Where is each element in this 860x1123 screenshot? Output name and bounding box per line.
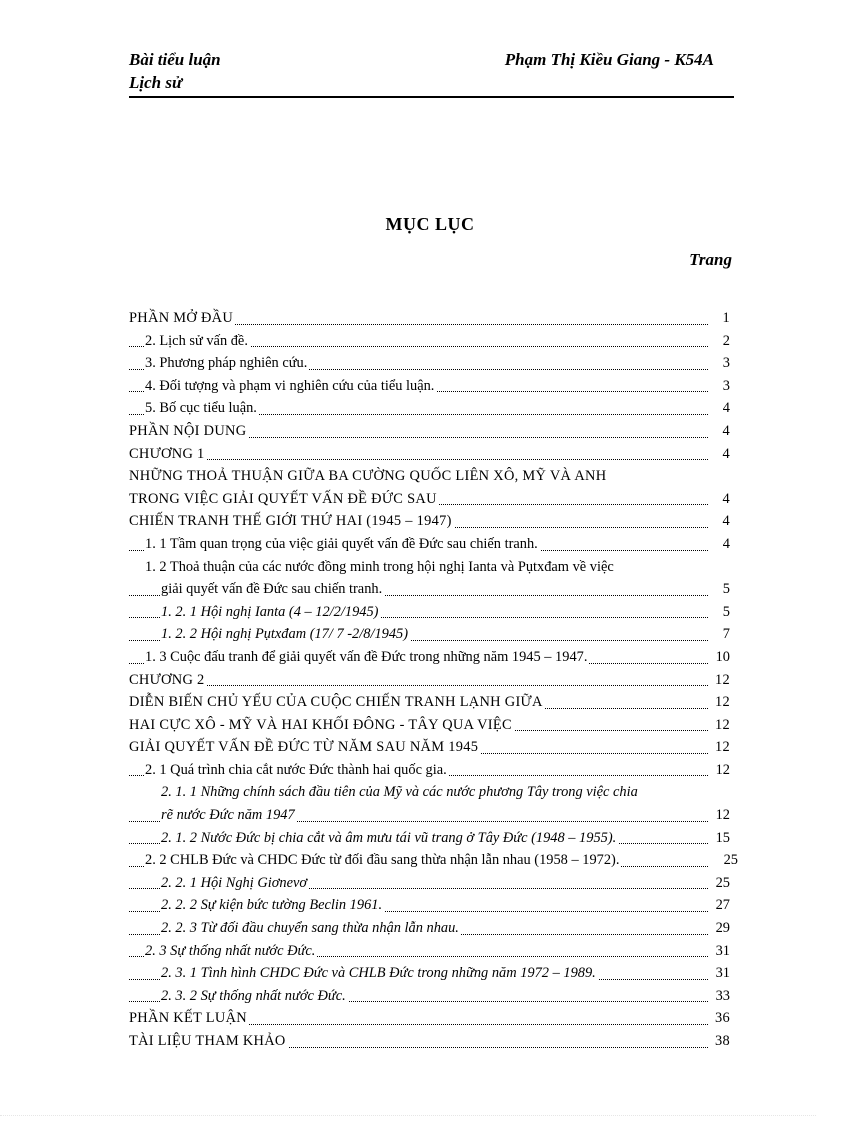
toc-entry-title: DIỄN BIẾN CHỦ YẾU CỦA CUỘC CHIẾN TRANH LẠNH GIỮA <box>129 694 543 711</box>
toc-entry <box>129 894 730 917</box>
toc-entry-title: TRONG VIỆC GIẢI QUYẾT VẤN ĐỀ ĐỨC SAU <box>129 490 437 507</box>
toc-entry-page-number: 31 <box>714 940 730 963</box>
toc-entry-title: 1. 2. 1 Hội nghị Ianta (4 – 12/2/1945) <box>161 603 379 620</box>
toc-entry-title: GIẢI QUYẾT VẤN ĐỀ ĐỨC TỪ NĂM SAU NĂM 1945 <box>129 739 479 756</box>
toc-entry-title: 2. 3 Sự thống nhất nước Đức. <box>145 942 316 959</box>
header-author: Phạm Thị Kiều Giang - K54A <box>504 50 714 69</box>
header-essay-label: Bài tiểu luận <box>129 50 221 69</box>
toc-entry-page-number: 12 <box>713 669 730 692</box>
toc-entry-page-number: 4 <box>721 488 731 511</box>
toc-entry-title: CHƯƠNG 1 <box>129 445 205 462</box>
toc-entry <box>129 962 730 985</box>
toc-entry <box>129 623 730 646</box>
page-title: MỤC LỤC <box>385 214 475 234</box>
toc-entry-title: 2. Lịch sử vấn đề. <box>145 332 248 349</box>
toc-entry-page-number: 4 <box>721 443 731 466</box>
toc-entry-title: PHẦN KẾT LUẬN <box>129 1010 247 1027</box>
toc-entry <box>129 578 730 601</box>
toc-entry-title: 5. Bố cục tiểu luận. <box>145 400 257 417</box>
toc-entry <box>129 1007 730 1030</box>
header-subject-label: Lịch sử <box>129 73 183 92</box>
toc-entry-title: 1. 2. 2 Hội nghị Pụtxđam (17/ 7 -2/8/1945) <box>161 626 409 643</box>
toc-entry-page-number: 3 <box>721 352 730 375</box>
toc-entry-page-number: 2 <box>721 330 730 353</box>
toc-entry <box>129 849 738 872</box>
toc-entry-title: giải quyết vấn đề Đức sau chiến tranh. <box>161 581 383 598</box>
toc-entry <box>129 691 730 714</box>
toc-entry-page-number: 5 <box>721 578 730 601</box>
toc-entry <box>129 1030 730 1053</box>
toc-entry <box>129 985 730 1008</box>
toc-entry-page-number: 5 <box>721 601 730 624</box>
toc-entry <box>129 827 730 850</box>
toc-entry <box>129 940 730 963</box>
toc-entry-title: CHƯƠNG 2 <box>129 671 205 688</box>
toc-entry-page-number: 33 <box>714 985 730 1008</box>
toc-entry-title: 2. 2. 2 Sự kiện bức tường Beclin 1961. <box>161 897 383 914</box>
toc-entry-title: PHẦN NỘI DUNG <box>129 422 247 439</box>
toc-entry <box>129 669 730 692</box>
toc-entry <box>129 759 730 782</box>
toc-entry-page-number: 25 <box>722 849 738 872</box>
toc-entry <box>129 736 730 759</box>
toc-entry-page-number: 12 <box>713 736 730 759</box>
toc-entry-title: 2. 2 CHLB Đức và CHDC Đức từ đối đầu sang thừa nhận lẫn nhau (1958 – 1972). <box>145 852 620 869</box>
toc-entry-page-number: 10 <box>714 646 730 669</box>
toc-entry-title: 4. Đối tượng và phạm vi nghiên cứu của tiểu luận. <box>145 377 435 394</box>
toc-entry-page-number: 15 <box>714 827 730 850</box>
toc-entry-title: 1. 2 Thoả thuận của các nước đồng minh trong hội nghị Ianta và Pụtxđam về việc <box>145 558 614 575</box>
toc-entry-page-number: 12 <box>713 714 730 737</box>
toc-entry-page-number: 27 <box>714 894 730 917</box>
toc-entry <box>129 556 730 579</box>
toc-entry-page-number: 29 <box>714 917 730 940</box>
toc-entry <box>129 375 730 398</box>
toc-entry <box>129 488 730 511</box>
toc-entry <box>129 397 730 420</box>
dot-leader <box>129 459 708 460</box>
toc-entry-page-number: 12 <box>713 691 730 714</box>
toc-entry-page-number: 38 <box>713 1030 730 1053</box>
page-column-label: Trang <box>689 250 732 269</box>
toc-entry <box>129 781 730 804</box>
toc-entry-title: 3. Phương pháp nghiên cứu. <box>145 355 308 372</box>
toc-entry-page-number: 4 <box>721 420 731 443</box>
toc-entry-title: HAI CỰC XÔ - MỸ VÀ HAI KHỐI ĐÔNG - TÂY QUA VIỆC <box>129 716 512 733</box>
toc-entry-title: 2. 3. 2 Sự thống nhất nước Đức. <box>161 987 346 1004</box>
toc-entry-title: NHỮNG THOẢ THUẬN GIỮA BA CƯỜNG QUỐC LIÊN XÔ, MỸ VÀ ANH <box>129 468 607 485</box>
toc-entry <box>129 917 730 940</box>
toc-entry-page-number: 31 <box>714 962 730 985</box>
toc-entry <box>129 465 730 488</box>
toc-entry-page-number: 7 <box>721 623 730 646</box>
table-of-contents <box>129 307 738 1053</box>
toc-entry-title: CHIẾN TRANH THẾ GIỚI THỨ HAI (1945 – 1947) <box>129 513 452 530</box>
toc-entry-title: 1. 3 Cuộc đấu tranh để giải quyết vấn đề Đức trong những năm 1945 – 1947. <box>145 648 588 665</box>
toc-entry-title: 2. 1. 1 Những chính sách đầu tiên của Mỹ và các nước phương Tây trong việc chia <box>161 784 638 801</box>
toc-entry <box>129 804 730 827</box>
toc-entry-title: 2. 3. 1 Tình hình CHDC Đức và CHLB Đức trong những năm 1972 – 1989. <box>161 965 596 982</box>
toc-entry-title: 2. 1 Quá trình chia cắt nước Đức thành hai quốc gia. <box>145 761 447 778</box>
toc-entry-title: 2. 1. 2 Nước Đức bị chia cắt và âm mưu tái vũ trang ở Tây Đức (1948 – 1955). <box>161 829 617 846</box>
toc-entry <box>129 872 730 895</box>
toc-entry-page-number: 4 <box>721 533 730 556</box>
toc-entry-page-number: 36 <box>713 1007 730 1030</box>
toc-entry-title: rẽ nước Đức năm 1947 <box>161 807 295 824</box>
toc-entry-page-number: 4 <box>721 397 730 420</box>
toc-entry <box>129 533 730 556</box>
toc-entry <box>129 307 730 330</box>
toc-entry <box>129 510 730 533</box>
header-divider <box>129 96 734 98</box>
toc-entry-page-number: 1 <box>721 307 731 330</box>
toc-entry <box>129 352 730 375</box>
page-bottom-divider <box>0 1115 816 1116</box>
toc-entry <box>129 714 730 737</box>
toc-entry-page-number: 12 <box>714 759 730 782</box>
toc-entry-page-number: 12 <box>714 804 730 827</box>
toc-entry-title: PHẦN MỞ ĐẦU <box>129 310 234 326</box>
dot-leader <box>129 685 708 686</box>
toc-entry-title: 1. 1 Tầm quan trọng của việc giải quyết vấn đề Đức sau chiến tranh. <box>145 535 538 552</box>
toc-entry-title: 2. 2. 3 Từ đối đầu chuyển sang thừa nhận lẫn nhau. <box>161 920 459 937</box>
toc-entry <box>129 420 730 443</box>
toc-entry <box>129 443 730 466</box>
toc-entry-page-number: 4 <box>721 510 731 533</box>
toc-entry-page-number: 25 <box>714 872 730 895</box>
toc-entry <box>129 330 730 353</box>
toc-entry <box>129 601 730 624</box>
toc-entry-page-number: 3 <box>721 375 730 398</box>
toc-entry-title: TÀI LIỆU THAM KHẢO <box>129 1033 286 1049</box>
toc-entry-title: 2. 2. 1 Hội Nghị Giơnevơ <box>161 874 308 891</box>
toc-entry <box>129 646 730 669</box>
